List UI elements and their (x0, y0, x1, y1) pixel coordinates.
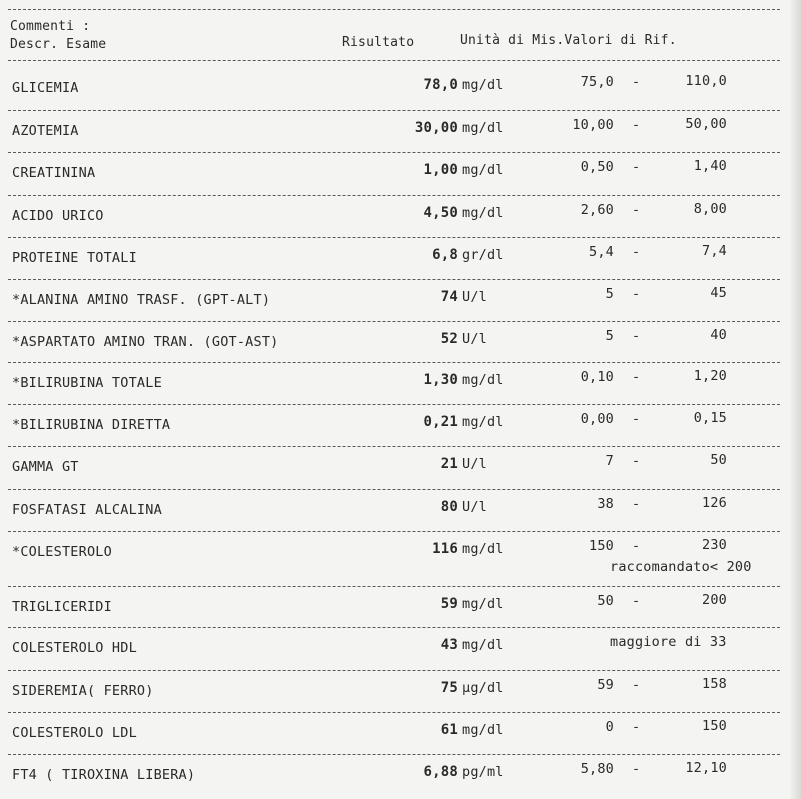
reference-high: 230 (702, 537, 727, 553)
reference-low: 75,0 (580, 74, 614, 90)
unit-of-measure: U/l (462, 331, 487, 347)
divider (8, 110, 780, 111)
divider (8, 446, 780, 447)
reference-high: 12,10 (685, 760, 727, 776)
unit-of-measure: gr/dl (462, 247, 504, 263)
reference-high: 50,00 (685, 116, 727, 132)
exam-name: FT4 ( TIROXINA LIBERA) (12, 767, 196, 783)
unit-of-measure: mg/dl (462, 77, 504, 93)
unit-of-measure: mg/dl (462, 722, 504, 738)
divider (8, 279, 780, 280)
exam-name: GLICEMIA (12, 80, 79, 96)
result-value: 0,21 (423, 414, 458, 430)
reference-separator: - (632, 719, 641, 735)
result-value: 1,30 (423, 372, 458, 388)
reference-separator: - (632, 677, 641, 693)
reference-separator: - (632, 286, 641, 302)
reference-separator: - (632, 411, 641, 427)
exam-name: PROTEINE TOTALI (12, 250, 137, 266)
unit-of-measure: mg/dl (462, 120, 504, 136)
exam-name: *ALANINA AMINO TRASF. (GPT-ALT) (12, 292, 271, 308)
reference-low: 0 (605, 719, 614, 735)
comments-label: Commenti : (10, 19, 91, 34)
reference-high: 126 (702, 495, 727, 511)
result-value: 52 (440, 331, 458, 347)
result-value: 6,8 (432, 247, 458, 263)
reference-low: 5,80 (580, 761, 614, 777)
reference-high: 50 (710, 452, 727, 468)
reference-separator: - (632, 593, 641, 609)
page-edge (789, 0, 801, 799)
reference-separator: - (632, 117, 641, 133)
exam-name: COLESTEROLO HDL (12, 640, 137, 656)
reference-range: maggiore di 33 (610, 634, 727, 650)
reference-separator: - (632, 496, 641, 512)
unit-of-measure: mg/dl (462, 372, 504, 388)
divider (8, 152, 780, 153)
result-value: 4,50 (423, 205, 458, 221)
divider (8, 754, 780, 755)
unit-of-measure: U/l (462, 289, 487, 305)
divider (8, 195, 780, 196)
divider (8, 362, 780, 363)
reference-low: 7 (605, 453, 614, 469)
reference-separator: - (632, 202, 641, 218)
result-value: 61 (440, 722, 458, 738)
result-value: 80 (440, 499, 458, 515)
divider (8, 531, 780, 532)
reference-low: 5,4 (589, 244, 614, 260)
reference-separator: - (632, 453, 641, 469)
unit-of-measure: mg/dl (462, 637, 504, 653)
divider (8, 670, 780, 671)
divider (8, 627, 780, 628)
exam-name: FOSFATASI ALCALINA (12, 502, 162, 518)
divider (8, 712, 780, 713)
exam-name: GAMMA GT (12, 459, 79, 475)
reference-separator: - (632, 538, 641, 554)
divider (8, 586, 780, 587)
result-value: 74 (440, 289, 458, 305)
column-header-exam: Descr. Esame (10, 37, 107, 52)
exam-name: *BILIRUBINA DIRETTA (12, 417, 171, 433)
reference-high: 150 (702, 718, 727, 734)
result-value: 78,0 (423, 77, 458, 93)
result-value: 6,88 (423, 764, 458, 780)
exam-name: ACIDO URICO (12, 208, 104, 224)
reference-separator: - (632, 244, 641, 260)
reference-separator: - (632, 74, 641, 90)
unit-of-measure: mg/dl (462, 414, 504, 430)
exam-name: *COLESTEROLO (12, 544, 112, 560)
divider (8, 321, 780, 322)
result-value: 75 (440, 680, 458, 696)
reference-low: 150 (589, 538, 614, 554)
column-header-unit-ref: Unità di Mis.Valori di Rif. (460, 33, 677, 48)
divider (8, 237, 780, 238)
divider (8, 489, 780, 490)
divider (8, 9, 780, 10)
column-header-result: Risultato (342, 35, 415, 50)
reference-low: 2,60 (580, 202, 614, 218)
result-value: 43 (440, 637, 458, 653)
reference-high: 7,4 (702, 243, 727, 259)
reference-separator: - (632, 159, 641, 175)
exam-name: AZOTEMIA (12, 123, 79, 139)
reference-low: 0,50 (580, 159, 614, 175)
unit-of-measure: mg/dl (462, 205, 504, 221)
result-value: 116 (432, 541, 458, 557)
result-value: 59 (440, 596, 458, 612)
reference-high: 110,0 (685, 73, 727, 89)
unit-of-measure: pg/ml (462, 764, 504, 780)
divider (8, 404, 780, 405)
result-value: 1,00 (423, 162, 458, 178)
reference-low: 5 (605, 286, 614, 302)
reference-high: 1,40 (693, 158, 727, 174)
reference-low: 10,00 (572, 117, 614, 133)
reference-high: 158 (702, 676, 727, 692)
reference-separator: - (632, 761, 641, 777)
unit-of-measure: mg/dl (462, 596, 504, 612)
reference-separator: - (632, 369, 641, 385)
reference-high: 0,15 (693, 410, 727, 426)
reference-separator: - (632, 328, 641, 344)
result-value: 21 (440, 456, 458, 472)
exam-name: COLESTEROLO LDL (12, 725, 137, 741)
reference-note: raccomandato< 200 (610, 559, 752, 575)
unit-of-measure: mg/dl (462, 162, 504, 178)
unit-of-measure: mg/dl (462, 541, 504, 557)
reference-high: 1,20 (693, 368, 727, 384)
unit-of-measure: U/l (462, 456, 487, 472)
exam-name: *BILIRUBINA TOTALE (12, 375, 162, 391)
exam-name: SIDEREMIA( FERRO) (12, 683, 154, 699)
reference-low: 5 (605, 328, 614, 344)
reference-high: 8,00 (693, 201, 727, 217)
reference-low: 0,00 (580, 411, 614, 427)
reference-high: 45 (710, 285, 727, 301)
unit-of-measure: U/l (462, 499, 487, 515)
exam-name: *ASPARTATO AMINO TRAN. (GOT-AST) (12, 334, 279, 350)
exam-name: TRIGLICERIDI (12, 599, 112, 615)
reference-low: 50 (597, 593, 614, 609)
reference-low: 0,10 (580, 369, 614, 385)
unit-of-measure: µg/dl (462, 680, 504, 696)
reference-low: 38 (597, 496, 614, 512)
reference-low: 59 (597, 677, 614, 693)
divider (8, 60, 780, 61)
reference-high: 40 (710, 327, 727, 343)
exam-name: CREATININA (12, 165, 96, 181)
reference-high: 200 (702, 592, 727, 608)
result-value: 30,00 (414, 120, 458, 136)
